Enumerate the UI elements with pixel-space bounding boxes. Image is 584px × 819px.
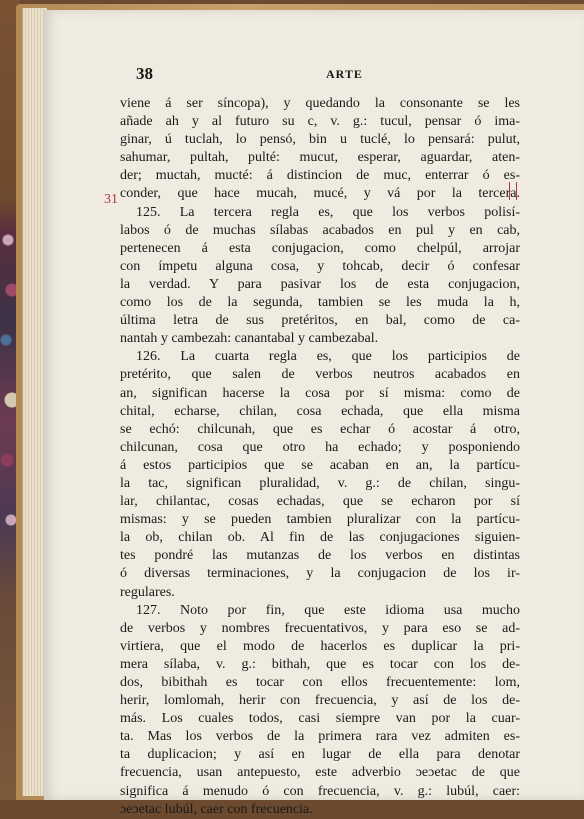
paragraph-start: 126. La cuarta regla es, que los participios de [136, 349, 520, 365]
text-line: última letra de sus pretéritos, en bal, como de ca- [120, 313, 520, 329]
text-line: conder, que hace mucah, mucé, y vá por la tercera. [120, 186, 520, 202]
text-line: sahumar, pultah, pulté: mucut, esperar, aguardar, aten- [120, 150, 520, 166]
text-line: virtiera, que el modo de hacerlos es duplicar la pri- [120, 638, 520, 654]
text-line: regulares. [120, 584, 175, 600]
text-line: ɔeɔetac lubúl, caer con frecuencia. [120, 801, 313, 817]
text-line: la tac, significan pluralidad, v. g.: de chilan, singu- [120, 475, 520, 491]
text-line: pertenecen á esta conjugacion, como chelpúl, arrojar [120, 240, 520, 256]
text-line: se echó: chilcunah, que es echar ó acostar á otro, [120, 421, 520, 437]
text-line: como los de la segunda, tambien se les muda la h, [120, 295, 520, 311]
text-line: tes pondré las mutanzas de los verbos en distintas [120, 548, 520, 564]
text-line: herir, lomlomah, herir con frecuencia, y así de los de- [120, 693, 520, 709]
text-line: con ímpetu alguna cosa, y tohcab, decir ó confesar [120, 258, 520, 274]
running-head: ARTE [326, 67, 363, 81]
text-line: ginar, ú tuclah, lo pensó, bin u tuclé, lo pensará: pulut, [120, 132, 520, 148]
text-line: significa á menudo ó con frecuencia, v. g.: lubúl, caer: [120, 783, 520, 799]
text-line: dos, bibithah es tocar con ellos frecuentemente: lom, [120, 675, 520, 690]
text-line: mera sílaba, v. g.: bithah, que es tocar con los de- [120, 656, 520, 672]
text-line: la ob, chilan ob. Al fin de las conjugaciones siguien- [120, 530, 520, 546]
text-line: añade ah y al futuro su c, v. g.: tucul, pensar ó ima- [120, 114, 520, 130]
text-line: labos ó de muchas sílabas acabados en pul y en cab, [120, 222, 520, 238]
paragraph-start: 127. Noto por fin, que este idioma usa mucho [136, 602, 520, 618]
text-line: chilcunan, cosa que otro ha echado; y posponiendo [120, 439, 520, 455]
text-line: la verdad. Y para pasivar los de esta conjugacion, [120, 276, 520, 292]
text-line: mismas: y se pueden tambien pluralizar con la partícu- [120, 512, 520, 528]
text-line: viene á ser síncopa), y quedando la consonante se les [120, 96, 520, 111]
text-line: frecuencia, usan antepuesto, este adverbio ɔeɔetac de que [120, 765, 520, 781]
text-line: chital, echarse, chilan, cosa echada, que ella misma [120, 403, 520, 419]
text-line: á estos participios que se acaban en an, la partícu- [120, 457, 520, 473]
text-line: de verbos y nombres frecuentativos, y para eso se ad- [120, 620, 520, 636]
page-number: 38 [136, 64, 153, 83]
paragraph-start: 125. La tercera regla es, que los verbos polisí- [136, 204, 520, 220]
text-line: lar, chilantac, cosas echadas, que se echaron por sí [120, 494, 520, 510]
text-line: ta duplicacion; y así en lugar de ella para denotar [120, 747, 520, 763]
text-line: pretérito, que salen de verbos neutros acabados en [120, 367, 520, 383]
margin-annotation: 31 [104, 192, 118, 207]
text-line: an, significan hacerse la cosa por sí misma: como de [120, 385, 520, 401]
page-header [136, 64, 536, 88]
text-line: ta. Mas los verbos de la primera rara vez admiten es- [120, 729, 520, 745]
text-line: der; muctah, mucté: á distincion de muc, enterrar ó es- [120, 168, 520, 184]
text-line: nantah y cambezah: canantabal y cambezabal. [120, 331, 379, 347]
body-text [120, 95, 520, 819]
text-line: más. Los cuales todos, casi siempre van por la cuar- [120, 711, 520, 727]
text-line: ó diversas terminaciones, y la conjugacion de los ir- [120, 566, 520, 582]
